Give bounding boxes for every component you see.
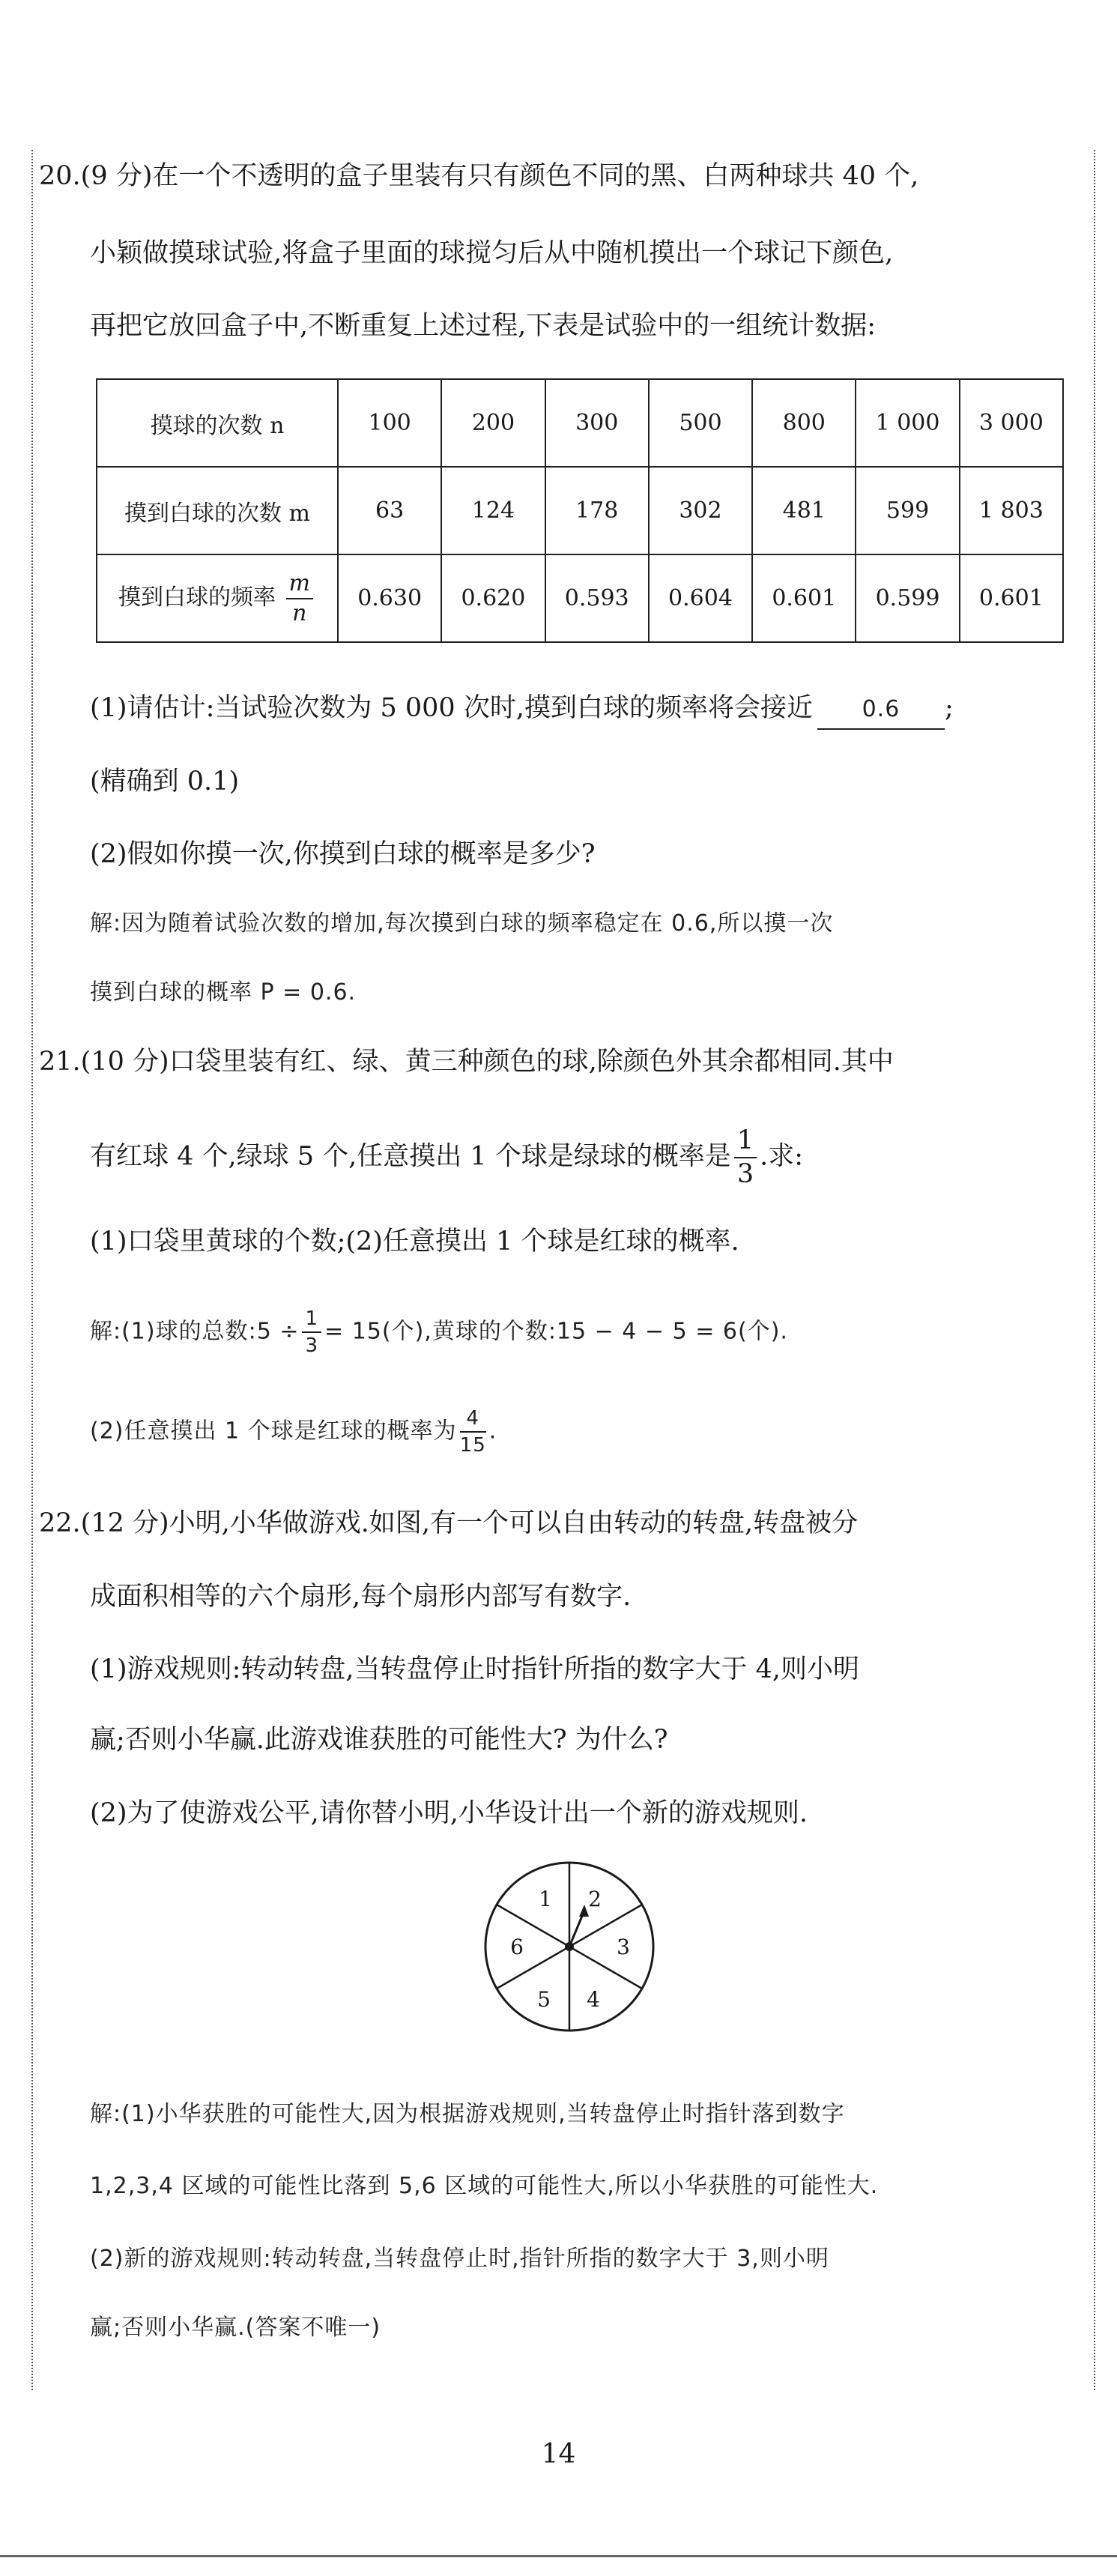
table-cell: 0.620 [441,554,545,642]
frequency-label: 摸到白球的频率 [118,584,276,611]
sector-label-5: 5 [537,1987,551,2012]
table-cell: 124 [441,467,545,554]
q22-line-5: (2)为了使游戏公平,请你替小明,小华设计出一个新的游戏规则. [90,1798,808,1828]
fraction-four-fifteenths [460,1409,486,1455]
spinner-wheel [479,1857,659,2037]
q22-solution-line-2: 1,2,3,4 区域的可能性比落到 5,6 区域的可能性大,所以小华获胜的可能性大. [90,2173,879,2199]
fraction-numerator: m [286,572,313,599]
fraction-numerator: 4 [460,1409,486,1433]
q21-solution-text-end: = 15(个),黄球的个数:15 − 4 − 5 = 6(个). [324,1318,788,1345]
table-cell: 3 000 [960,379,1063,467]
q20-part-1-note: (精确到 0.1) [90,767,240,796]
table-cell: 0.601 [752,554,856,642]
fraction-m-over-n [286,569,313,626]
fraction-denominator: 3 [305,1334,319,1357]
q20-part-2: (2)假如你摸一次,你摸到白球的概率是多少? [90,839,596,869]
table-cell: 481 [752,467,856,554]
table-cell: 300 [545,379,649,467]
table-cell: 0.604 [649,554,752,642]
sector-label-1: 1 [539,1887,552,1911]
q22-solution-line-3: (2)新的游戏规则:转动转盘,当转盘停止时,指针所指的数字大于 3,则小明 [90,2246,829,2272]
q20-part-1 [90,689,954,730]
table-row-frequency [97,554,1063,642]
q21-solution-text: 解:(1)球的总数:5 ÷ [90,1318,300,1345]
sector-label-3: 3 [617,1935,630,1959]
table-cell: 63 [338,467,441,554]
right-margin-line [1094,150,1095,2390]
q21-line-1: 21.(10 分)口袋里装有红、绿、黄三种颜色的球,除颜色外其余都相同.其中 [39,1047,894,1077]
fraction-numerator: 1 [734,1128,757,1158]
statistics-table [96,378,1064,643]
table-cell: 1 000 [856,379,959,467]
table-cell: 0.630 [338,554,441,642]
table-row-white-count [97,467,1063,554]
pointer-pivot [565,1942,574,1951]
table-cell: 178 [545,467,649,554]
fraction-one-third [734,1125,757,1189]
table-cell: 0.601 [960,554,1063,642]
q21-line-2-text: 有红球 4 个,绿球 5 个,任意摸出 1 个球是绿球的概率是 [90,1141,731,1172]
answer-blank: 0.6 [817,691,945,730]
q21-line-2 [90,1125,804,1189]
q21-line-3: (1)口袋里黄球的个数;(2)任意摸出 1 个球是红球的概率. [90,1227,739,1257]
q20-part-1-end: ; [944,693,954,723]
table-cell: 0.593 [545,554,649,642]
q20-line-3: 再把它放回盒子中,不断重复上述过程,下表是试验中的一组统计数据: [90,311,877,341]
sector-label-2: 2 [588,1887,602,1911]
row-label-frequency [97,554,338,642]
q20-part-1-text: (1)请估计:当试验次数为 5 000 次时,摸到白球的频率将会接近 [90,693,813,723]
q20-line-2: 小颖做摸球试验,将盒子里面的球搅匀后从中随机摸出一个球记下颜色, [90,238,894,268]
page-number: 14 [541,2439,576,2470]
q22-line-3: (1)游戏规则:转动转盘,当转盘停止时指针所指的数字大于 4,则小明 [90,1654,860,1684]
table-cell: 800 [752,379,856,467]
q22-solution-line-1: 解:(1)小华获胜的可能性大,因为根据游戏规则,当转盘停止时指针落到数字 [90,2101,845,2127]
table-cell: 200 [441,379,545,467]
fraction-denominator: 15 [459,1434,486,1457]
q22-line-1: 22.(12 分)小明,小华做游戏.如图,有一个可以自由转动的转盘,转盘被分 [39,1508,859,1538]
q21-solution-2-text: (2)任意摸出 1 个球是红球的概率为 [90,1418,457,1445]
fraction-denominator: n [292,599,307,626]
table-cell: 100 [338,379,441,467]
table-cell: 500 [649,379,752,467]
q21-solution-2-end: . [488,1418,497,1445]
left-margin-line [31,150,33,2390]
fraction-one-third-solution [302,1309,321,1355]
row-label-trials: 摸球的次数 n [97,379,338,467]
bottom-rule [0,2555,1117,2557]
fraction-denominator: 3 [736,1159,754,1189]
table-row-trials [97,379,1063,467]
pointer-arrow-icon [579,1905,589,1917]
q21-solution-line-1 [90,1309,788,1355]
table-cell: 302 [649,467,752,554]
q22-line-4: 赢;否则小华赢.此游戏谁获胜的可能性大? 为什么? [90,1725,668,1755]
table-cell: 1 803 [960,467,1063,554]
q20-solution-line-2: 摸到白球的概率 P = 0.6. [90,979,357,1006]
table-cell: 599 [856,467,959,554]
sector-label-4: 4 [587,1987,600,2012]
sector-label-6: 6 [510,1935,524,1959]
fraction-numerator: 1 [302,1309,321,1333]
q22-solution-line-4: 赢;否则小华赢.(答案不唯一) [90,2315,381,2341]
q20-solution-line-1: 解:因为随着试验次数的增加,每次摸到白球的频率稳定在 0.6,所以摸一次 [90,910,834,937]
table-cell: 0.599 [856,554,959,642]
q22-line-2: 成面积相等的六个扇形,每个扇形内部写有数字. [90,1582,632,1612]
q21-solution-line-2 [90,1409,497,1455]
q21-line-2-end: .求: [760,1141,804,1172]
row-label-white-count: 摸到白球的次数 m [97,467,338,554]
q20-line-1: 20.(9 分)在一个不透明的盒子里装有只有颜色不同的黑、白两种球共 40 个, [39,161,919,191]
